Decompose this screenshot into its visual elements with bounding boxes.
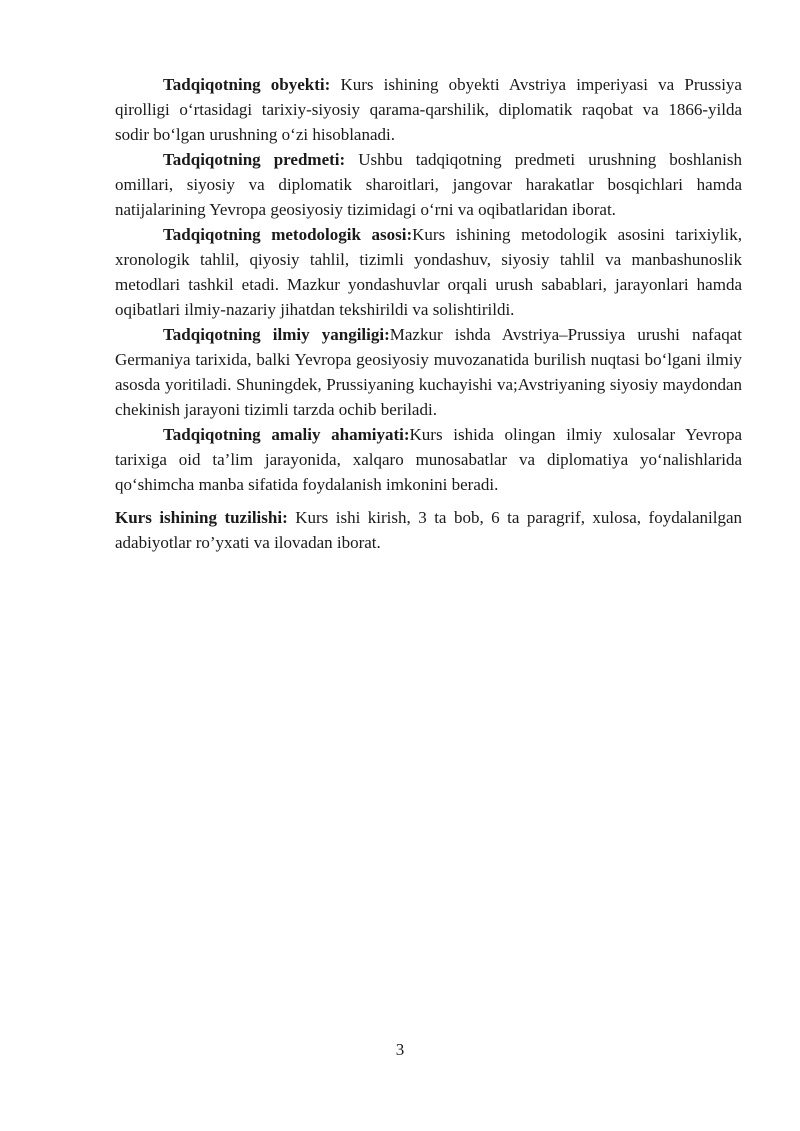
paragraph-methodology	[115, 222, 742, 322]
paragraph-text: Kurs ishining obyekti Avstriya imperiyasi va Prussiya qirolligi o‘rtasidagi tarixiy-siyosiy qarama-qarshilik, diplomatik raqobat va 1866-yilda sodir bo‘lgan urushning o‘zi hisoblanadi.	[115, 75, 742, 144]
paragraph-text: Ushbu tadqiqotning predmeti urushning boshlanish omillari, siyosiy va diplomatik sharoitlari, jangovar harakatlar bosqichlari hamda natijalarining Yevropa geosiyosiy tizimidagi o‘rni va oqibatlaridan iborat.	[115, 150, 742, 219]
paragraph-heading: Tadqiqotning metodologik asosi:	[163, 225, 413, 244]
paragraph-text: Kurs ishida olingan ilmiy xulosalar Yevropa tarixiga oid ta’lim jarayonida, xalqaro munosabatlar va diplomatiya yo‘nalishlarida qo‘shimcha manba sifatida foydalanish imkonini beradi.	[115, 425, 743, 494]
paragraph-text: Mazkur ishda Avstriya–Prussiya urushi nafaqat Germaniya tarixida, balki Yevropa geosiyosiy muvozanatida burilish nuqtasi bo‘lgani ilmiy asosda yoritiladi. Shuningdek, Prussiyaning kuchayishi va;Avstriyaning siyosiy maydondan chekinish jarayoni tizimli tarzda ochib beriladi.	[115, 325, 743, 419]
paragraph-text: Kurs ishining metodologik asosini tarixiylik, xronologik tahlil, qiyosiy tahlil, tizimli yondashuv, siyosiy tahlil va manbashunoslik metodlari tashkil etadi. Mazkur yondashuvlar orqali urush sabablari, jarayonlari hamda oqibatlari ilmiy-nazariy jihatdan tekshirildi va solishtirildi.	[115, 225, 742, 319]
paragraph-heading: Kurs ishining tuzilishi:	[115, 508, 288, 527]
document-page	[115, 72, 742, 555]
paragraph-scientific-novelty	[115, 322, 742, 422]
paragraph-research-subject	[115, 147, 742, 222]
paragraph-heading: Tadqiqotning predmeti:	[163, 150, 346, 169]
page-number: 3	[395, 1040, 405, 1059]
paragraph-research-object	[115, 72, 742, 147]
paragraph-heading: Tadqiqotning amaliy ahamiyati:	[163, 425, 410, 444]
paragraph-practical-significance	[115, 422, 742, 497]
paragraph-heading: Tadqiqotning obyekti:	[163, 75, 331, 94]
paragraph-heading: Tadqiqotning ilmiy yangiligi:	[163, 325, 390, 344]
paragraph-text: Kurs ishi kirish, 3 ta bob, 6 ta paragrif, xulosa, foydalanilgan adabiyotlar ro’yxati va ilovadan iborat.	[115, 508, 742, 552]
paragraph-course-structure	[115, 505, 742, 555]
